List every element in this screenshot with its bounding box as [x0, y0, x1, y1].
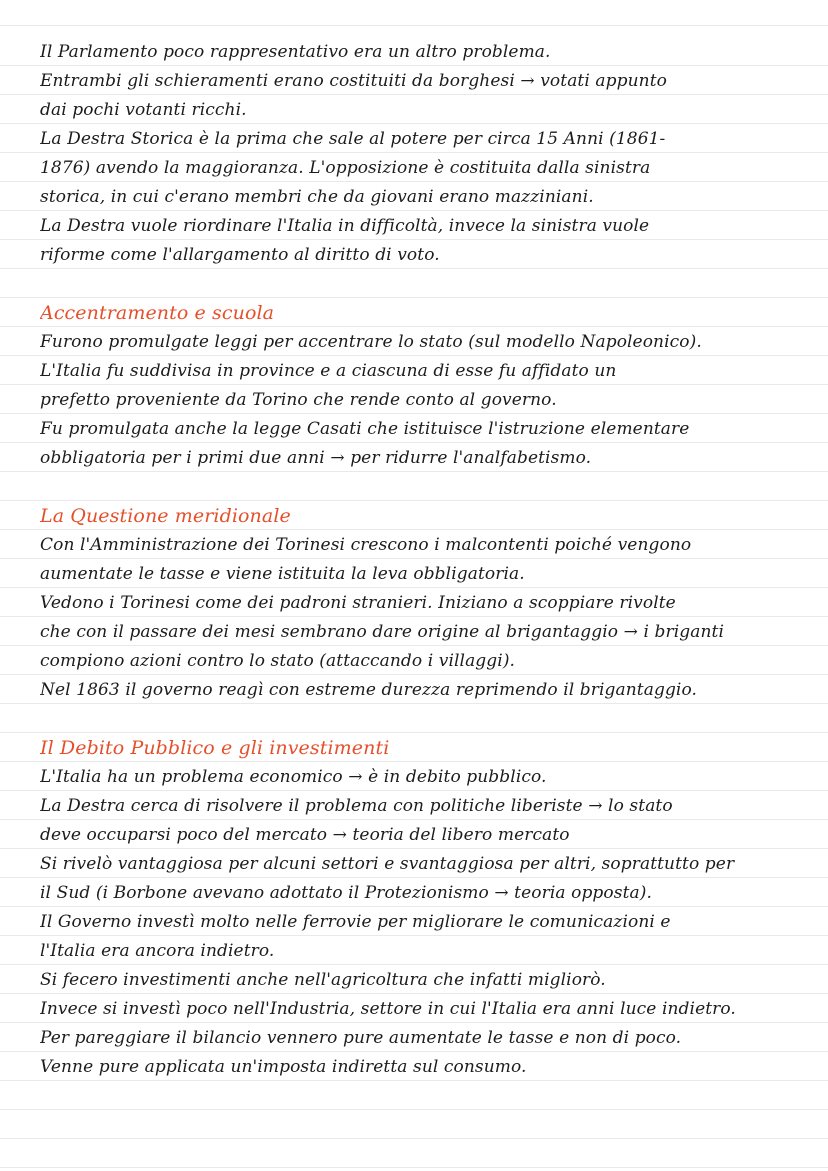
- section-parliament: [40, 38, 810, 270]
- text-line: Si rivelò vantaggiosa per alcuni settori e svantaggiosa per altri, soprattutto per: [40, 854, 735, 874]
- text-line: obbligatoria per i primi due anni → per ridurre l'analfabetismo.: [40, 448, 592, 468]
- text-line: Si fecero investimenti anche nell'agricoltura che infatti migliorò.: [40, 970, 606, 990]
- text-line: La Destra Storica è la prima che sale al potere per circa 15 Anni (1861-: [40, 129, 666, 149]
- text-line: l'Italia era ancora indietro.: [40, 941, 275, 961]
- text-line: Invece si investì poco nell'Industria, settore in cui l'Italia era anni luce indietro.: [40, 999, 736, 1019]
- section-questione-meridionale: [40, 502, 810, 705]
- text-line: La Destra vuole riordinare l'Italia in difficoltà, invece la sinistra vuole: [40, 216, 650, 236]
- text-line: Fu promulgata anche la legge Casati che istituisce l'istruzione elementare: [40, 419, 690, 439]
- text-line: 1876) avendo la maggioranza. L'opposizione è costituita dalla sinistra: [40, 158, 651, 178]
- spacer: [40, 473, 810, 502]
- spacer: [40, 270, 810, 299]
- section-heading: Il Debito Pubblico e gli investimenti: [40, 737, 390, 759]
- text-line: riforme come l'allargamento al diritto di voto.: [40, 245, 440, 265]
- text-line: Il Parlamento poco rappresentativo era un altro problema.: [40, 42, 551, 62]
- section-heading: La Questione meridionale: [40, 505, 291, 527]
- text-line: Venne pure applicata un'imposta indiretta sul consumo.: [40, 1057, 527, 1077]
- text-line: prefetto proveniente da Torino che rende conto al governo.: [40, 390, 557, 410]
- text-line: il Sud (i Borbone avevano adottato il Protezionismo → teoria opposta).: [40, 883, 652, 903]
- notes-content: [40, 38, 810, 1082]
- text-line: Per pareggiare il bilancio vennero pure aumentate le tasse e non di poco.: [40, 1028, 682, 1048]
- text-line: Vedono i Torinesi come dei padroni stranieri. Iniziano a scoppiare rivolte: [40, 593, 676, 613]
- text-line: Con l'Amministrazione dei Torinesi crescono i malcontenti poiché vengono: [40, 535, 692, 555]
- text-line: L'Italia fu suddivisa in province e a ciascuna di esse fu affidato un: [40, 361, 617, 381]
- text-line: Furono promulgate leggi per accentrare lo stato (sul modello Napoleonico).: [40, 332, 702, 352]
- text-line: aumentate le tasse e viene istituita la leva obbligatoria.: [40, 564, 525, 584]
- text-line: che con il passare dei mesi sembrano dare origine al brigantaggio → i briganti: [40, 622, 724, 642]
- section-accentramento: [40, 299, 810, 473]
- text-line: Nel 1863 il governo reagì con estreme durezza reprimendo il brigantaggio.: [40, 680, 698, 700]
- section-debito-pubblico: [40, 734, 810, 1082]
- text-line: deve occuparsi poco del mercato → teoria del libero mercato: [40, 825, 570, 845]
- text-line: Il Governo investì molto nelle ferrovie per migliorare le comunicazioni e: [40, 912, 671, 932]
- text-line: dai pochi votanti ricchi.: [40, 100, 247, 120]
- text-line: Entrambi gli schieramenti erano costituiti da borghesi → votati appunto: [40, 71, 667, 91]
- text-line: storica, in cui c'erano membri che da giovani erano mazziniani.: [40, 187, 594, 207]
- section-heading: Accentramento e scuola: [40, 302, 275, 324]
- spacer: [40, 705, 810, 734]
- text-line: compiono azioni contro lo stato (attaccando i villaggi).: [40, 651, 516, 671]
- text-line: L'Italia ha un problema economico → è in debito pubblico.: [40, 767, 547, 787]
- text-line: La Destra cerca di risolvere il problema con politiche liberiste → lo stato: [40, 796, 673, 816]
